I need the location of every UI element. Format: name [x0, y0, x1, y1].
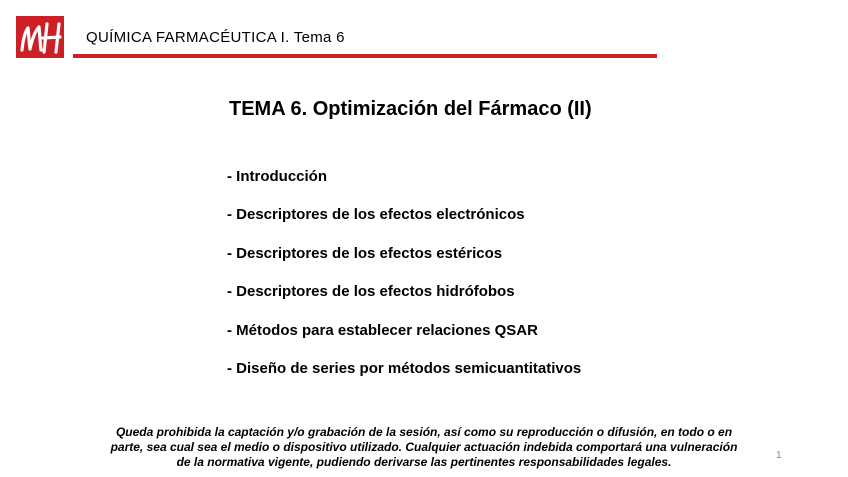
- slide-title: TEMA 6. Optimización del Fármaco (II): [229, 98, 592, 120]
- topic-item: - Diseño de series por métodos semicuantitativos: [227, 359, 582, 377]
- disclaimer-line: parte, sea cual sea el medio o dispositivo utilizado. Cualquier actuación indebida comportará una vulneración: [110, 440, 738, 454]
- legal-disclaimer: [84, 425, 764, 470]
- topic-list: [227, 168, 581, 398]
- topic-item: - Descriptores de los efectos hidrófobos: [227, 283, 515, 301]
- topic-item: - Métodos para establecer relaciones QSAR: [227, 321, 538, 339]
- topic-item: - Descriptores de los efectos electrónicos: [227, 206, 525, 224]
- university-monogram-icon: [16, 16, 64, 58]
- disclaimer-line: Queda prohibida la captación y/o grabación de la sesión, así como su reproducción o difusión, en todo o en: [115, 425, 733, 439]
- course-title: QUÍMICA FARMACÉUTICA I. Tema 6: [86, 29, 345, 46]
- page-number: 1: [776, 450, 782, 461]
- topic-item: - Introducción: [227, 168, 327, 185]
- header-divider: [73, 54, 657, 58]
- topic-item: - Descriptores de los efectos estéricos: [227, 244, 503, 262]
- disclaimer-line: de la normativa vigente, pudiendo derivarse las pertinentes responsabilidades legales.: [176, 455, 672, 469]
